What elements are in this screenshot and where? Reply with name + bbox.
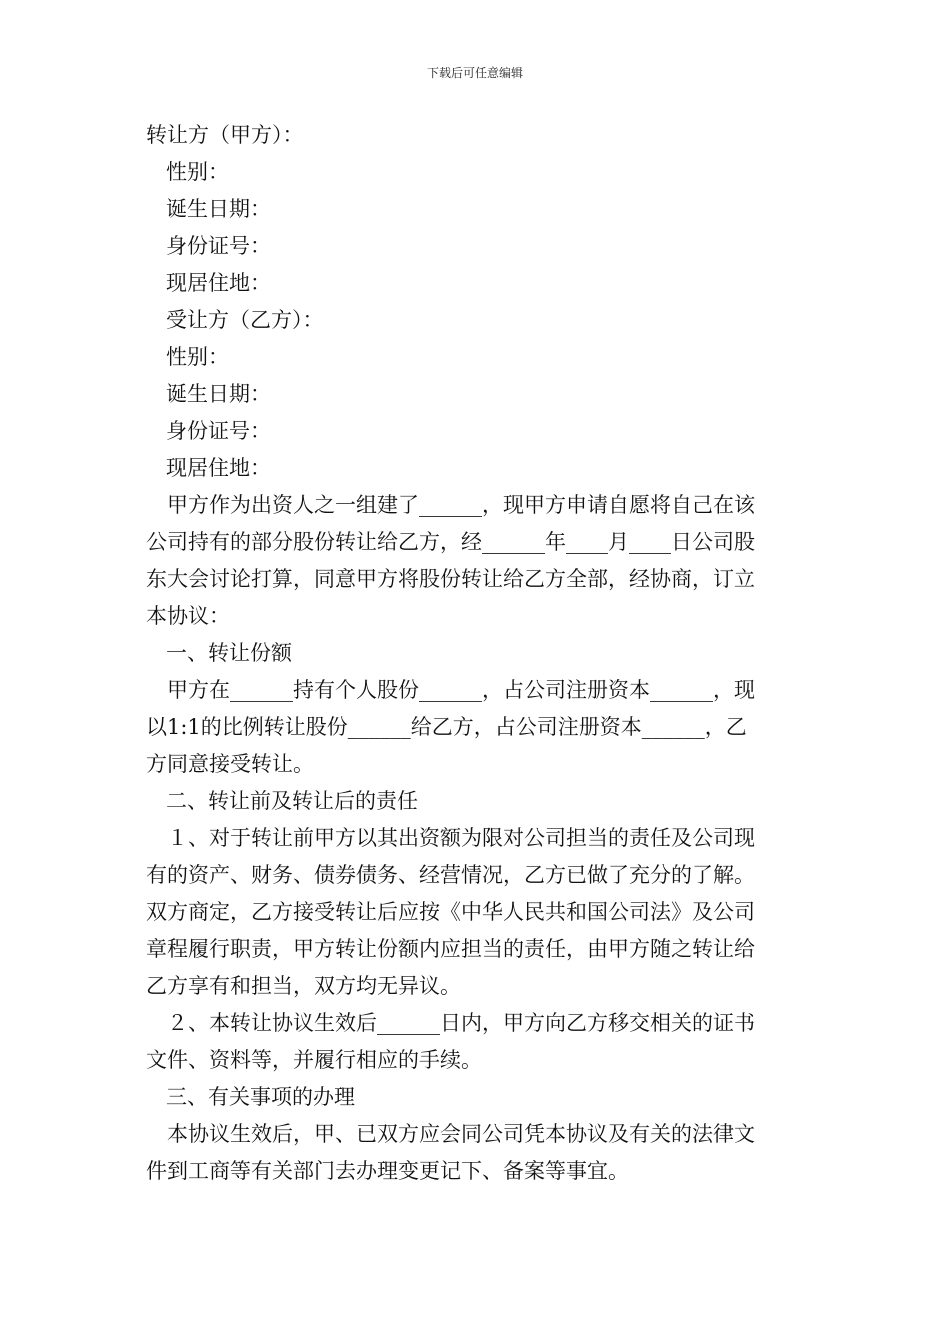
- section1-line-2: 以1:1的比例转让股份______给乙方，占公司注册资本______，乙: [146, 715, 747, 739]
- section3-heading: 三、有关事项的办理: [166, 1085, 355, 1109]
- section1-line-1: 甲方在______持有个人股份______，占公司注册资本______，现: [167, 678, 755, 702]
- section2-item1-line-5: 乙方享有和担当，双方均无异议。: [146, 974, 461, 998]
- transferee-address: 现居住地：: [166, 456, 271, 480]
- page-header: 下载后可任意编辑: [426, 66, 523, 80]
- section2-item1-line-2: 有的资产、财务、债券债务、经营情况，乙方已做了充分的了解。: [146, 863, 755, 887]
- intro-line-2: 公司持有的部分股份转让给乙方，经______年____月____日公司股: [146, 530, 755, 554]
- section1-line-3: 方同意接受转让。: [146, 752, 314, 776]
- section2-item1-line-3: 双方商定，乙方接受转让后应按《中华人民共和国公司法》及公司: [146, 900, 755, 924]
- document-body: [146, 117, 811, 1190]
- section2-item2-line-2: 文件、资料等，并履行相应的手续。: [146, 1048, 482, 1072]
- section2-item2-line-1: ２、本转让协议生效后______日内，甲方向乙方移交相关的证书: [167, 1011, 755, 1035]
- section1-heading: 一、转让份额: [166, 641, 292, 665]
- intro-line-3: 东大会讨论打算，同意甲方将股份转让给乙方全部，经协商，订立: [146, 567, 755, 591]
- intro-line-1: 甲方作为出资人之一组建了______，现甲方申请自愿将自己在该: [167, 493, 755, 517]
- transferee-birth: 诞生日期：: [166, 382, 271, 406]
- section2-item1-line-4: 章程履行职责，甲方转让份额内应担当的责任，由甲方随之转让给: [146, 937, 755, 961]
- transferor-id: 身份证号：: [166, 234, 271, 258]
- transferor-title: 转让方（甲方）：: [146, 123, 304, 147]
- transferor-birth: 诞生日期：: [166, 197, 271, 221]
- intro-line-4: 本协议：: [146, 604, 230, 628]
- section3-line-2: 件到工商等有关部门去办理变更记下、备案等事宜。: [146, 1159, 629, 1183]
- transferee-id: 身份证号：: [166, 419, 271, 443]
- section2-item1-line-1: １、对于转让前甲方以其出资额为限对公司担当的责任及公司现: [167, 826, 755, 850]
- section2-heading: 二、转让前及转让后的责任: [166, 789, 418, 813]
- transferor-gender: 性别：: [166, 160, 229, 184]
- transferee-title: 受让方（乙方）：: [166, 308, 324, 332]
- section3-line-1: 本协议生效后，甲、已双方应会同公司凭本协议及有关的法律文: [167, 1122, 755, 1146]
- transferee-gender: 性别：: [166, 345, 229, 369]
- transferor-address: 现居住地：: [166, 271, 271, 295]
